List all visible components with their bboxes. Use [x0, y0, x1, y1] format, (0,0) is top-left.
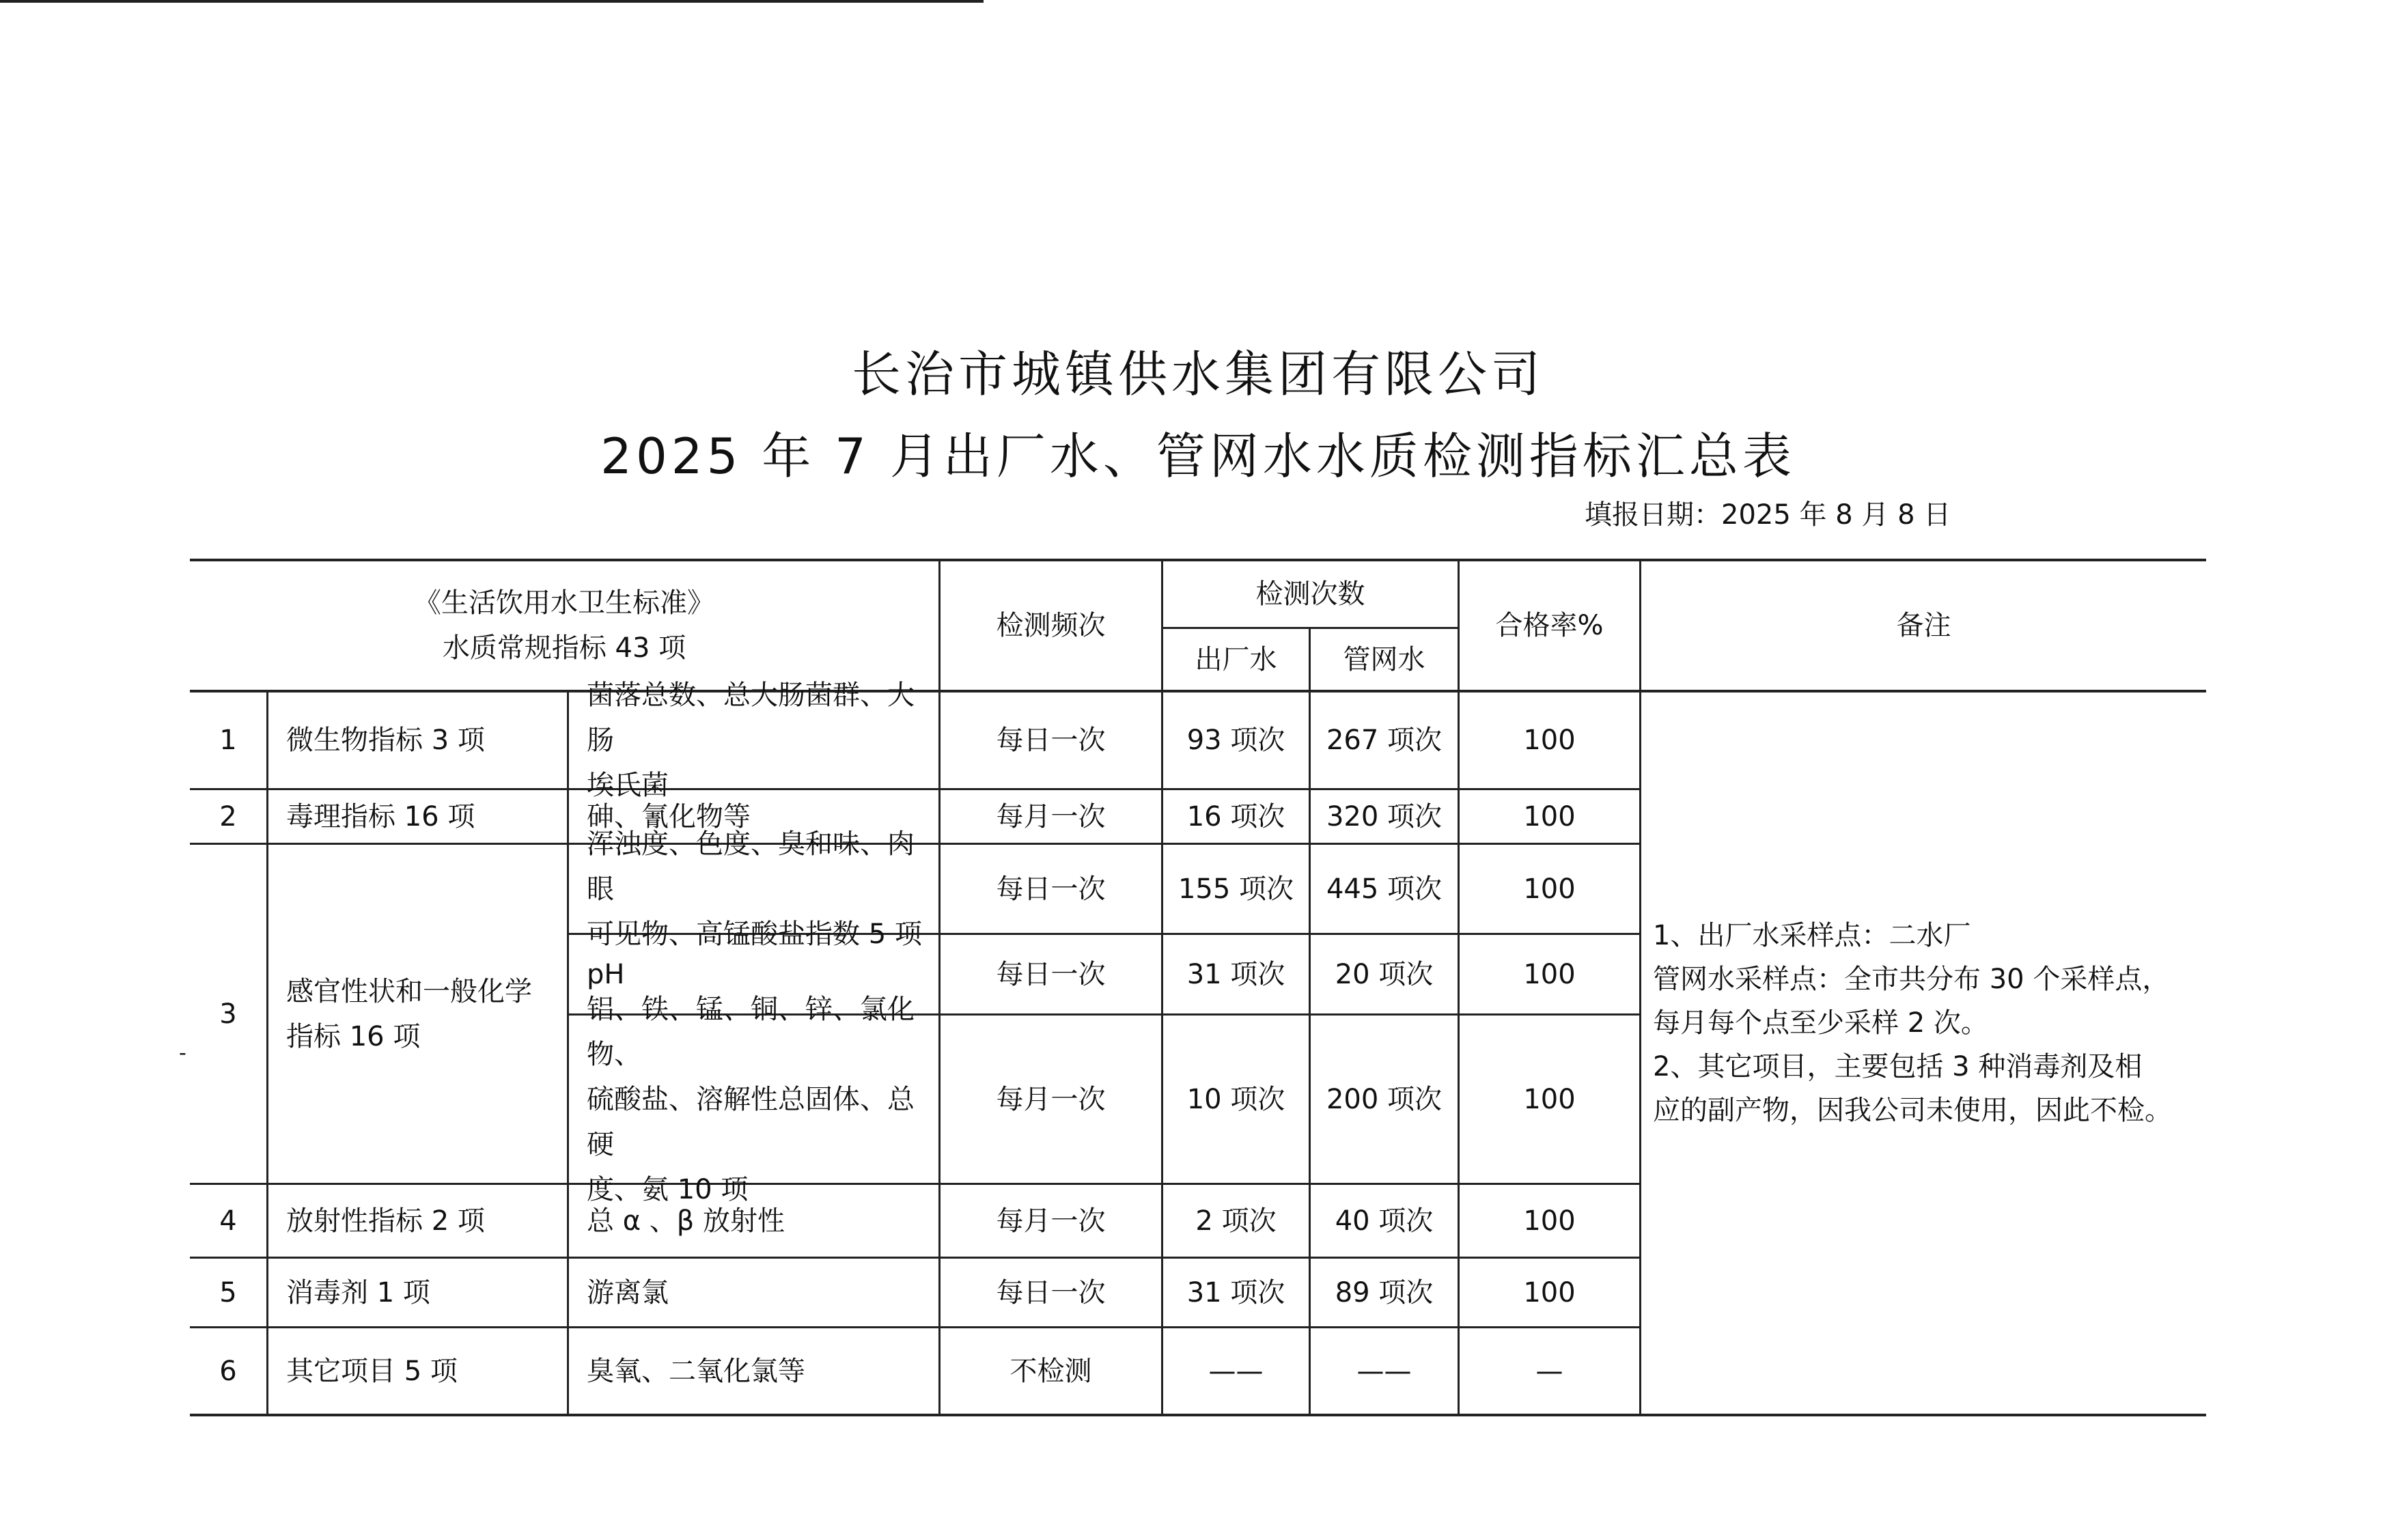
row5-network: 89 项次	[1335, 1276, 1434, 1308]
row3a-factory: 155 项次	[1178, 873, 1294, 905]
row3-category-line2: 指标 16 项	[286, 1020, 421, 1052]
row2-frequency: 每月一次	[996, 800, 1106, 832]
row3b-factory: 31 项次	[1186, 958, 1285, 990]
row6-no: 6	[219, 1355, 237, 1387]
row4-network: 40 项次	[1335, 1205, 1434, 1237]
row4-no: 4	[219, 1205, 237, 1237]
row6-pass-rate: —	[1535, 1355, 1563, 1387]
row3b-network: 20 项次	[1335, 958, 1434, 990]
header-standard-line1: 《生活饮用水卫生标准》	[414, 587, 714, 619]
row3c-factory: 10 项次	[1186, 1083, 1285, 1115]
row4-factory: 2 项次	[1195, 1205, 1277, 1237]
remarks-line3: 每月每个点至少采样 2 次。	[1653, 1007, 1988, 1039]
row3a-frequency: 每日一次	[996, 873, 1106, 905]
row3b-frequency: 每日一次	[996, 958, 1106, 990]
fill-date	[1585, 493, 1951, 532]
remarks-line4: 2、其它项目，主要包括 3 种消毒剂及相	[1653, 1051, 2143, 1082]
row6-network: ——	[1356, 1355, 1412, 1387]
row6-items: 臭氧、二氧化氯等	[587, 1355, 805, 1387]
row4-items: 总 α 、β 放射性	[587, 1205, 785, 1237]
row2-factory: 16 项次	[1186, 800, 1285, 832]
row3c-network: 200 项次	[1326, 1083, 1443, 1115]
row1-no: 1	[219, 725, 237, 756]
row3-no: 3	[219, 998, 237, 1030]
row5-factory: 31 项次	[1186, 1276, 1285, 1308]
row6-factory: ——	[1208, 1355, 1264, 1387]
row3c-frequency: 每月一次	[996, 1083, 1106, 1115]
company-title: 长治市城镇供水集团有限公司	[851, 346, 1544, 403]
scan-edge-line	[0, 0, 984, 3]
remarks-line1: 1、出厂水采样点：二水厂	[1653, 920, 1971, 951]
row5-items: 游离氯	[587, 1276, 669, 1308]
fill-date-label: 填报日期：	[1585, 499, 1721, 531]
row4-frequency: 每月一次	[996, 1205, 1106, 1237]
row4-category: 放射性指标 2 项	[286, 1205, 485, 1237]
row5-frequency: 每日一次	[996, 1276, 1106, 1308]
report-title: 2025 年 7 月出厂水、管网水水质检测指标汇总表	[600, 428, 1796, 485]
row1-pass-rate: 100	[1523, 725, 1576, 756]
row1-items	[569, 680, 938, 801]
header-count-network: 管网水	[1343, 643, 1425, 675]
row4-pass-rate: 100	[1523, 1205, 1576, 1237]
row3a-items	[569, 828, 938, 950]
scan-mark: -	[179, 1039, 186, 1065]
row3c-pass-rate: 100	[1523, 1083, 1576, 1115]
row2-category: 毒理指标 16 项	[286, 800, 475, 832]
row1-category: 微生物指标 3 项	[286, 725, 485, 756]
row3-category	[268, 845, 567, 1183]
row1-items-line1: 菌落总数、总大肠菌群、大肠	[587, 680, 915, 756]
header-count-factory: 出厂水	[1195, 643, 1277, 675]
row2-no: 2	[219, 800, 237, 832]
remarks-line2: 管网水采样点：全市共分布 30 个采样点，	[1653, 964, 2170, 995]
row3b-pass-rate: 100	[1523, 958, 1576, 990]
row1-frequency: 每日一次	[996, 725, 1106, 756]
header-count-group: 检测次数	[1255, 578, 1365, 610]
row3c-items-line1: 铝、铁、锰、铜、锌、氯化物、	[587, 993, 915, 1070]
row1-network: 267 项次	[1326, 725, 1443, 756]
remarks-line5: 应的副产物，因我公司未使用，因此不检。	[1653, 1095, 2172, 1126]
row5-category: 消毒剂 1 项	[286, 1276, 430, 1308]
row3b-items: pH	[587, 958, 625, 990]
row2-items: 砷、氰化物等	[587, 800, 751, 832]
row2-pass-rate: 100	[1523, 800, 1576, 832]
row3c-items	[569, 993, 938, 1205]
row3a-network: 445 项次	[1326, 873, 1443, 905]
fill-date-value: 2025 年 8 月 8 日	[1721, 499, 1951, 531]
row6-frequency: 不检测	[1009, 1355, 1092, 1387]
row1-items-line2: 埃氏菌	[587, 770, 669, 801]
header-remarks: 备注	[1896, 610, 1951, 641]
row3c-items-line2: 硫酸盐、溶解性总固体、总硬	[587, 1083, 915, 1160]
row1-factory: 93 项次	[1186, 725, 1285, 756]
row5-pass-rate: 100	[1523, 1276, 1576, 1308]
header-standard-line2: 水质常规指标 43 项	[442, 632, 686, 664]
row6-category: 其它项目 5 项	[286, 1355, 458, 1387]
row3a-items-line1: 浑浊度、色度、臭和味、肉眼	[587, 828, 915, 905]
row3a-pass-rate: 100	[1523, 873, 1576, 905]
header-pass-rate: 合格率%	[1495, 610, 1604, 641]
row3c-items-line3: 度、氨 10 项	[587, 1173, 749, 1205]
header-frequency: 检测频次	[996, 610, 1106, 641]
row3-category-line1: 感官性状和一般化学	[286, 975, 532, 1007]
remarks-text	[1653, 914, 2199, 1132]
header-standard	[190, 561, 938, 690]
row5-no: 5	[219, 1276, 237, 1308]
row2-network: 320 项次	[1326, 800, 1443, 832]
row3a-items-line2: 可见物、高锰酸盐指数 5 项	[587, 918, 922, 950]
